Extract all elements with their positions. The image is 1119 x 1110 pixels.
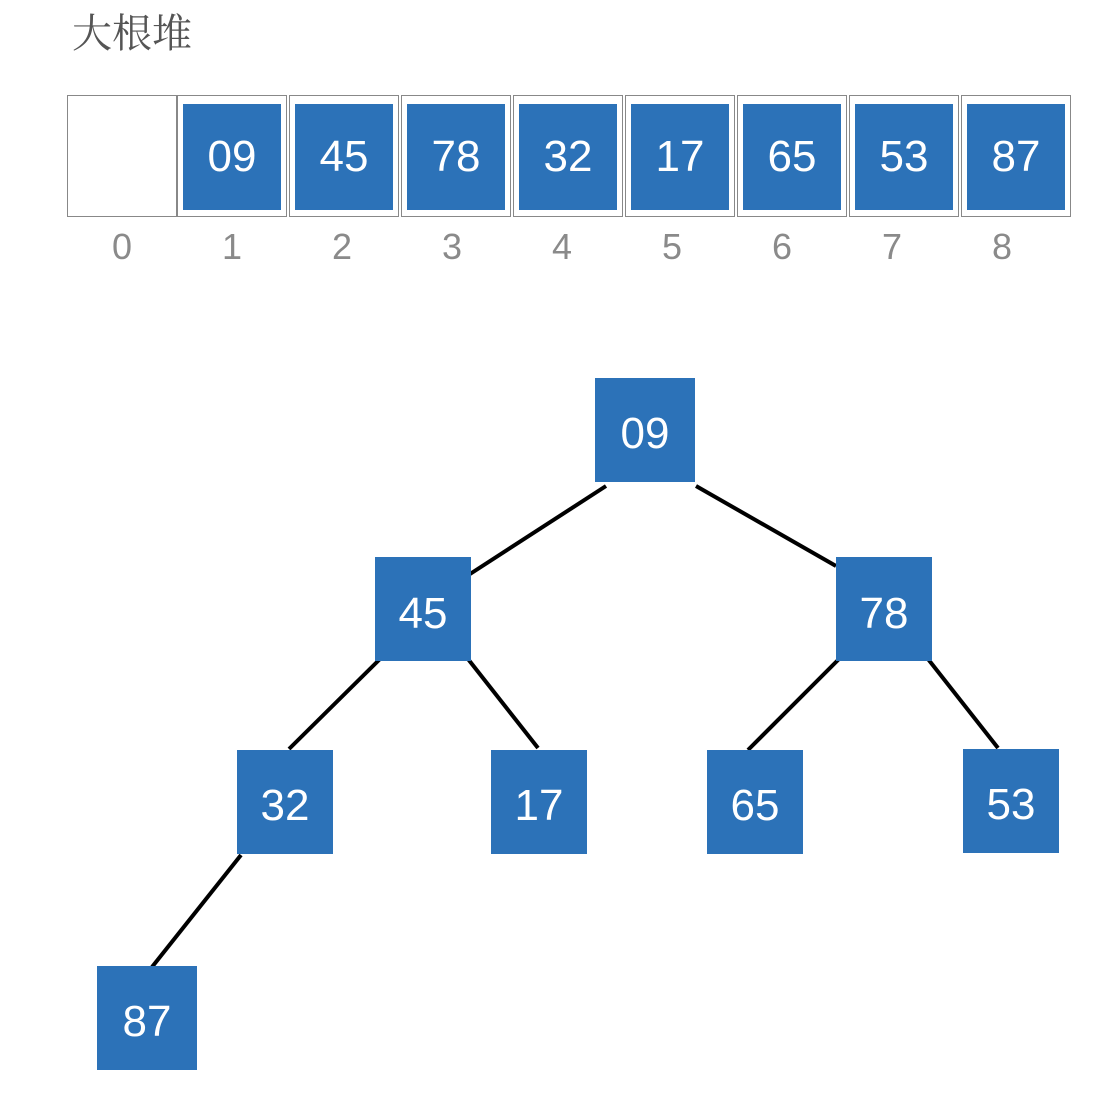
array-value: 78	[407, 104, 505, 210]
array-value: 53	[855, 104, 953, 210]
tree-edge	[748, 659, 839, 750]
array-index: 6	[771, 226, 793, 267]
tree-edge	[152, 855, 241, 967]
tree-node-17	[491, 750, 587, 854]
page-title: 大根堆	[72, 11, 192, 57]
array-index: 1	[221, 226, 243, 267]
tree-edge	[470, 486, 606, 574]
array-index: 2	[331, 226, 353, 267]
array-value: 17	[631, 104, 729, 210]
tree-node-label: 65	[730, 781, 780, 830]
tree-node-09	[595, 378, 695, 482]
tree-node-65	[707, 750, 803, 854]
array-value: 45	[295, 104, 393, 210]
tree-edge	[289, 659, 380, 749]
tree-node-32	[237, 750, 333, 854]
tree-edge	[928, 659, 998, 748]
tree-node-label: 87	[122, 997, 172, 1046]
tree-node-label: 53	[986, 780, 1036, 829]
tree-node-label: 45	[398, 589, 448, 638]
tree-node-53	[963, 749, 1059, 853]
tree-edge	[696, 486, 836, 566]
tree-node-87	[97, 966, 197, 1070]
array-index: 5	[661, 226, 683, 267]
array-index: 3	[441, 226, 463, 267]
tree-node-45	[375, 557, 471, 661]
array-index: 7	[881, 226, 903, 267]
array-index: 8	[991, 226, 1013, 267]
array-value: 32	[519, 104, 617, 210]
tree-node-78	[836, 557, 932, 661]
tree-node-label: 78	[859, 589, 909, 638]
array-value: 09	[183, 104, 281, 210]
array-value: 65	[743, 104, 841, 210]
array-value: 87	[967, 104, 1065, 210]
tree-node-label: 17	[514, 781, 564, 830]
tree-node-label: 09	[620, 409, 670, 458]
array-index: 4	[551, 226, 573, 267]
array-index: 0	[111, 226, 133, 267]
tree-edge	[468, 659, 538, 748]
tree-node-label: 32	[260, 781, 310, 830]
